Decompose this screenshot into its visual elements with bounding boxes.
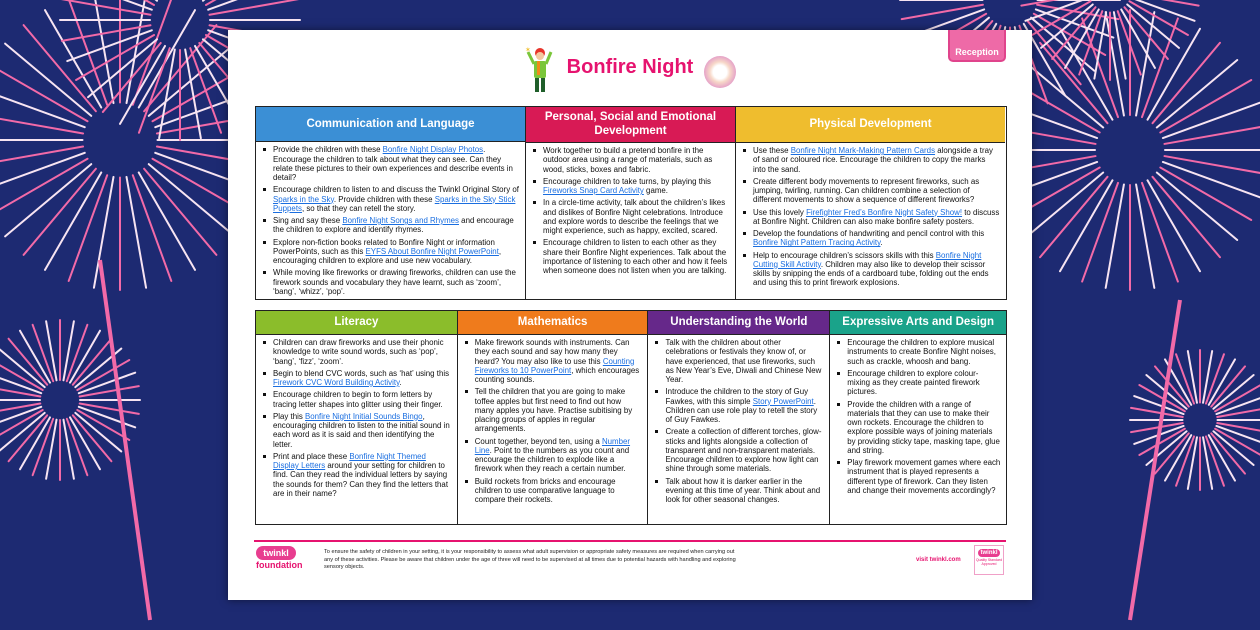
activity-item — [654, 387, 824, 424]
firework-streak — [69, 0, 107, 105]
activity-item — [464, 477, 643, 505]
area-heading: Mathematics — [458, 311, 648, 335]
activity-item — [262, 185, 520, 213]
footer-divider — [254, 540, 1006, 542]
activity-text: Make firework sounds with instruments. Can they each sound and say how many they heard? You may also like to use this — [474, 338, 630, 366]
resource-link[interactable]: EYFS About Bonfire Night PowerPoint — [365, 246, 499, 256]
area-heading: Literacy — [256, 311, 457, 335]
activity-item — [836, 338, 1001, 366]
activity-text: . — [880, 238, 883, 248]
activity-list — [830, 335, 1006, 498]
rocket-trail — [1130, 300, 1180, 620]
activity-text: Encourage children to take turns, by playing this — [543, 176, 711, 186]
firework-streak — [1142, 183, 1178, 282]
firework-streak — [1188, 351, 1197, 403]
activity-text: Play firework movement games where each instrument that is played represents a different type of firework. Can they listen and change their movements accordingly? — [847, 458, 1001, 495]
firework-streak — [1106, 184, 1124, 287]
activity-text: Create a collection of different torches, glow-sticks and lights alongside a collection of transparent and non-transparent materials. Encourage children to explore how light can shine through some materials. — [665, 427, 822, 474]
firework-streak — [63, 420, 73, 479]
firework-streak — [67, 30, 152, 61]
resource-link[interactable]: Sparks in the Sky Stick Puppets — [273, 194, 516, 213]
firework-streak — [94, 0, 114, 103]
activity-text: In a circle-time activity, talk about the children’s likes and dislikes of Bonfire Night celebrations. Introduce and explore words to describe the feelings that we might experience, such as happy, excited, scared. — [543, 198, 726, 235]
firework-streak — [67, 419, 88, 475]
activity-text: Create different body movements to represent fireworks, such as jumping, twirling, running. Can children combine a selection of different movements to show a sequence of different fireworks? — [753, 176, 980, 205]
document-page — [228, 30, 1032, 600]
activity-item — [742, 146, 1000, 174]
activity-text: Encourage children to explore colour-mixing as they create painted firework pictures. — [847, 368, 980, 397]
activity-text: Tell the children that you are going to make toffee apples but first need to find out how many apples you have. Practise subitising by placing groups of apples in regular arrangements. — [474, 387, 633, 434]
activity-text: Talk about how it is darker earlier in the evening at this time of year. Think about and look for other seasonal changes. — [665, 476, 821, 504]
activity-text: Children can draw fireworks and use their phonic knowledge to write sound words, such as ‘pop’, ‘bang’, ‘fizz’, ‘zoom’. — [273, 338, 444, 366]
activity-item — [836, 400, 1001, 456]
firework-streak — [1164, 156, 1260, 174]
twinkl-foundation-logo: twinkl foundation — [256, 548, 303, 570]
activity-item — [654, 338, 824, 384]
activity-item — [464, 437, 643, 474]
activity-text: . Provide children with these — [333, 194, 435, 204]
activity-list — [256, 142, 525, 299]
activity-item — [532, 177, 730, 196]
area-heading: Physical Development — [736, 107, 1005, 143]
activity-text: Sing and say these — [273, 216, 343, 225]
activity-text: around your setting for children to find. Can they read the individual letters by saying the sounds for them? Can they find the letters that are in their name? — [273, 461, 449, 498]
activity-text: Provide the children with these — [273, 145, 383, 155]
area-physical-development — [736, 107, 1005, 299]
activity-item — [742, 208, 1000, 227]
firework-streak — [210, 0, 299, 15]
activity-list — [256, 335, 457, 501]
resource-link[interactable]: Fireworks Snap Card Activity — [543, 186, 644, 195]
resource-link[interactable]: Bonfire Night Cutting Skill Activity — [753, 250, 982, 269]
activity-text: Count together, beyond ten, using a — [474, 436, 602, 446]
activity-text: Play this — [273, 411, 306, 421]
quality-standard-logo: twinkl Quality Standard Approved — [974, 545, 1004, 575]
firework-streak — [1163, 102, 1260, 138]
reception-badge: Reception — [948, 30, 1006, 62]
firework-streak — [33, 325, 54, 381]
activity-item — [742, 229, 1000, 248]
firework-streak — [1164, 126, 1260, 144]
activity-text: . Point to the numbers as you count and encourage the children to explode like a firework when they reach a certain number. — [474, 445, 630, 474]
area-heading: Communication and Language — [256, 107, 525, 142]
activity-text: . Encourage the children to talk about what they can see. Can they relate these pictures to their own experiences and describe events in detail? — [273, 145, 513, 182]
top-areas-grid — [255, 106, 1007, 300]
firework-streak — [33, 419, 54, 475]
page-title: Bonfire Night — [566, 56, 694, 78]
firework-streak — [80, 386, 139, 396]
resource-link[interactable]: Firework CVC Word Building Activity — [273, 378, 400, 387]
activity-item — [742, 251, 1000, 288]
activity-text: Encourage children to listen to and discuss the Twinkl Original Story of — [273, 185, 519, 195]
firework-streak — [190, 48, 221, 133]
bottom-areas-grid — [255, 310, 1007, 525]
firework-streak — [79, 407, 135, 428]
activity-item — [262, 390, 452, 409]
resource-link[interactable]: Story PowerPoint — [752, 396, 814, 406]
activity-text: Use this lovely — [753, 207, 807, 217]
firework-streak — [159, 50, 175, 139]
activity-text: While moving like fireworks or drawing fireworks, children can use the firework sounds and vocabulary they have learnt, such as ‘zoom’, ‘bang’, ‘whizz’, ‘pop’. — [273, 268, 516, 296]
area-mathematics — [458, 311, 649, 524]
activity-item — [262, 145, 520, 182]
firework-streak — [1131, 423, 1183, 432]
activity-text: . — [399, 378, 402, 387]
activity-item — [464, 338, 643, 384]
area-understanding-the-world — [648, 311, 830, 524]
resource-link[interactable]: Bonfire Night Themed Display Letters — [273, 451, 426, 470]
activity-text: , encouraging children to explore and use new vocabulary. — [273, 246, 502, 265]
firework-streak — [1082, 183, 1118, 282]
firework-streak — [1131, 408, 1183, 417]
activity-item — [532, 198, 730, 235]
activity-text: and encourage the children to explore and identify rhymes. — [273, 216, 514, 235]
firework-streak — [63, 321, 73, 380]
firework-streak — [94, 177, 114, 288]
activity-item — [262, 238, 520, 266]
activity-item — [262, 338, 452, 366]
area-literacy — [256, 311, 458, 524]
area-heading: Understanding the World — [648, 311, 829, 335]
firework-streak — [1203, 437, 1212, 489]
firework-streak — [139, 172, 195, 269]
activity-text: Provide the children with a range of materials that they can use to make their own rockets. Encourage the children to explore possible ways of joining materials by providing sticky tape, masking tape, glue and string. — [847, 399, 1000, 455]
resource-link[interactable]: Number Line — [474, 436, 631, 455]
activity-text: Encourage children to listen to each other as they share their Bonfire Night experiences. Talk about the importance of listening to each other and how it feels when someone does not listen when you are talking. — [543, 238, 728, 275]
svg-text:✶: ✶ — [525, 47, 531, 54]
resource-link[interactable]: Bonfire Night Display Photos — [382, 145, 484, 155]
activity-list — [648, 335, 829, 507]
activity-item — [262, 216, 520, 235]
firework-streak — [62, 0, 151, 15]
firework-streak — [0, 114, 83, 134]
activity-item — [464, 387, 643, 433]
firework-streak — [0, 147, 83, 167]
firework-streak — [1160, 168, 1251, 221]
activity-text: Help to encourage children’s scissors skills with this — [753, 250, 936, 260]
activity-list — [736, 143, 1005, 291]
resource-link[interactable]: Counting Fireworks to 10 PowerPoint — [474, 356, 635, 375]
firework-streak — [1106, 12, 1124, 115]
activity-item — [836, 369, 1001, 397]
activity-text: Encourage children to begin to form letters by tracing letter shapes into glitter using their finger. — [273, 390, 443, 409]
activity-text: . Children may also like to develop their scissor skills by snipping the ends of a cardboard tube, folding out the ends and using this to print firework explosions. — [753, 259, 989, 288]
visit-twinkl-link[interactable]: visit twinkl.com — [916, 557, 961, 563]
activity-item — [654, 427, 824, 473]
activity-text: , so that they can retell the story. — [301, 203, 416, 213]
resource-link[interactable]: Bonfire Night Mark-Making Pattern Cards — [790, 146, 936, 155]
activity-text: . Children can use role play to retell the story of Guy Fawkes. — [665, 396, 818, 424]
firework-streak — [1148, 180, 1201, 271]
area-heading: Expressive Arts and Design — [830, 311, 1006, 335]
firework-streak — [127, 177, 147, 288]
activity-text: Develop the foundations of handwriting and pencil control with this — [753, 229, 985, 238]
activity-item — [262, 268, 520, 296]
firework-streak — [46, 321, 56, 380]
activity-text: Build rockets from bricks and encourage children to use comparative language to compare their rockets. — [474, 476, 616, 504]
activity-item — [742, 177, 1000, 205]
activity-text: , which encourages counting sounds. — [474, 365, 640, 384]
firework-streak — [1060, 180, 1113, 271]
resource-link[interactable]: Firefighter Fred’s Bonfire Night Safety Show! — [806, 207, 963, 217]
firework-streak — [45, 172, 101, 269]
safety-disclaimer: To ensure the safety of children in your setting, it is your responsibility to assess what adult supervision or appropriate safety measures are required when carrying out any of these activities. Please be aware that children under the age of three will need to be supervised at all times due to potential hazards with handling and exploring sensory objects. — [324, 549, 736, 571]
activity-text: Talk with the children about other celebrations or festivals they know of, or have experienced, that use fireworks, such as New Year’s Eve, Diwali and Chinese New Year. — [665, 338, 822, 384]
firework-illustration — [704, 56, 736, 88]
activity-text: Use these — [753, 146, 791, 155]
activity-text: Introduce the children to the story of Guy Fawkes, with this simple — [665, 387, 809, 406]
activity-text: alongside a tray of sand or coloured rice. Encourage the children to copy the marks into the sand. — [753, 146, 993, 174]
firework-streak — [67, 325, 88, 381]
activity-item — [262, 412, 452, 449]
firework-streak — [80, 403, 139, 413]
activity-list — [526, 143, 735, 278]
activity-text: to discuss at Bonfire Night. Children can also make bonfire safety posters. — [753, 207, 1000, 226]
activity-item — [262, 369, 452, 388]
area-expressive-arts-and-design — [830, 311, 1006, 524]
resource-link[interactable]: Bonfire Night Initial Sounds Bingo — [305, 411, 423, 421]
resource-link[interactable]: Sparks in the Sky — [273, 194, 334, 204]
firework-streak — [1163, 162, 1260, 198]
activity-item — [532, 146, 730, 174]
resource-link[interactable]: Bonfire Night Songs and Rhymes — [342, 216, 459, 225]
activity-item — [654, 477, 824, 505]
activity-text: game. — [643, 186, 668, 195]
firework-streak — [1060, 29, 1113, 120]
firework-streak — [79, 373, 135, 394]
area-heading: Personal, Social and Emotional Development — [526, 107, 735, 143]
activity-text: Encourage the children to explore musical instruments to create Bonfire Night noises, such as crackle, whoosh and bang. — [847, 338, 996, 366]
activity-item — [836, 458, 1001, 495]
activity-text: , encouraging children to listen to the initial sound in each word as it is said and then identifying the letter. — [273, 411, 450, 449]
area-communication-and-language — [256, 107, 526, 299]
firework-streak — [1136, 184, 1154, 287]
activity-text: Print and place these — [273, 451, 350, 461]
activity-text: Begin to blend CVC words, such as ‘hat’ using this — [273, 368, 450, 378]
firework-streak — [902, 5, 983, 19]
activity-text: Work together to build a pretend bonfire in the outdoor area using a range of materials, such as wood, sticks, boxes and fabric. — [543, 146, 713, 174]
firework-streak — [1160, 80, 1251, 133]
firework-streak — [46, 420, 56, 479]
activity-text: Explore non-fiction books related to Bonfire Night or information PowerPoints, such as this — [273, 237, 495, 256]
activity-item — [532, 238, 730, 275]
area-personal-social-and-emotional-development — [526, 107, 736, 299]
firework-streak — [133, 175, 171, 281]
firework-streak — [1203, 351, 1212, 403]
resource-link[interactable]: Bonfire Night Pattern Tracing Activity — [753, 238, 881, 248]
firework-streak — [1188, 437, 1197, 489]
activity-item — [262, 452, 452, 498]
activity-list — [458, 335, 648, 507]
